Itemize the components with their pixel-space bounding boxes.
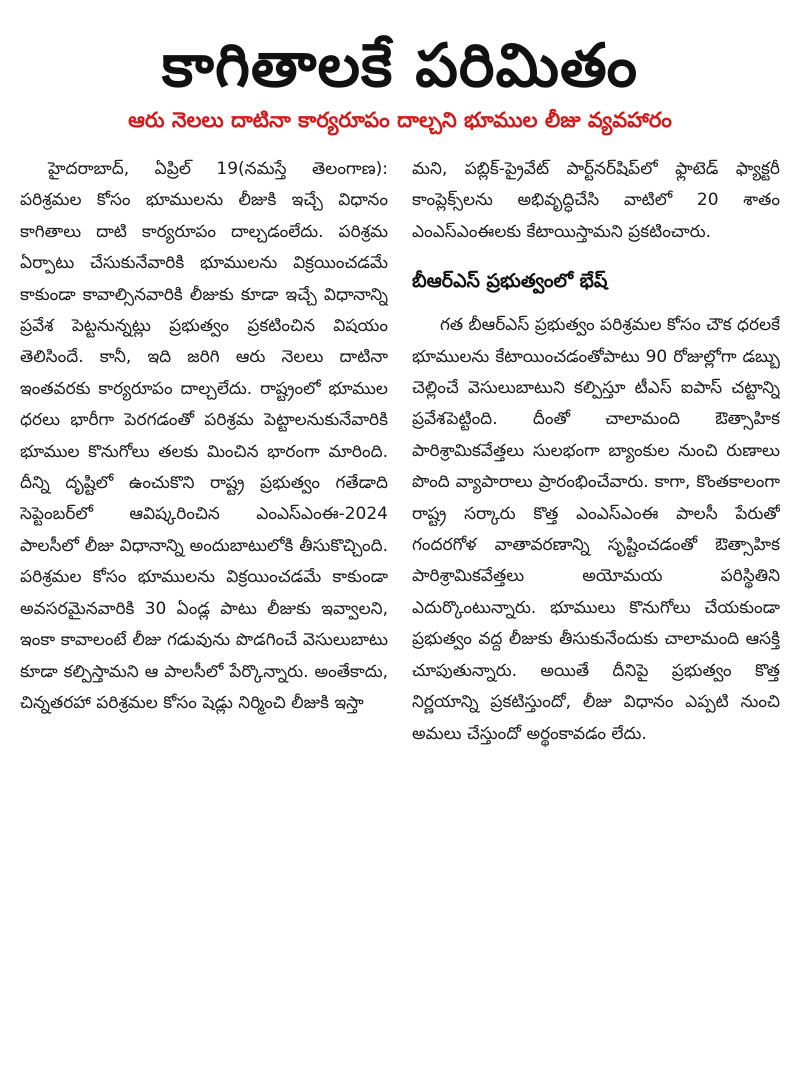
right-column-text-2: గత బీఆర్‌ఎస్‌ ప్రభుత్వం పరిశ్రమల కోసం చౌక ధరలకే భూములను కేటాయించడంతోపాటు 90 రోజుల్లోగా డబ్బు చెల్లించే వెసులుబాటుని కల్పిస్తూ టీఎస్‌ ఐపాస్‌ చట్టాన్ని ప్రవేశపెట్టింది. దీంతో చాలామంది ఔత్సాహిక పారిశ్రామికవేత్తలు సులభంగా బ్యాంకుల నుంచి రుణాలు పొంది వ్యాపారాలు ప్రారంభించేవారు. కాగా, కొంతకాలంగా రాష్ట్ర సర్కారు కొత్త ఎంఎస్‌ఎంఈ పాలసీ పేరుతో గందరగోళ వాతావరణాన్ని సృష్టించడంతో ఔత్సాహిక పారిశ్రామికవేత్తలు అయోమయ పరిస్థితిని ఎదుర్కొంటున్నారు. భూములు కొనుగోలు చేయకుండా ప్రభుత్వం వద్ద లీజుకు తీసుకునేందుకు చాలామంది ఆసక్తి చూపుతున్నారు. అయితే దీనిపై ప్రభుత్వం కొత్త నిర్ణయాన్ని ప్రకటిస్తుందో, లీజు విధానం ఎప్పటి నుంచి అమలు చేస్తుందో అర్థంకావడం లేదు.: [412, 315, 780, 744]
article-body: [20, 154, 780, 1034]
left-column-text: హైదరాబాద్‌, ఏప్రిల్‌ 19(నమస్తే తెలంగాణ): పరిశ్రమల కోసం భూములను లీజుకి ఇచ్చే విధానం కాగితాలు దాటి కార్యరూపం దాల్చడంలేదు. పరిశ్రమ ఏర్పాటు చేసుకునేవారికి భూములను విక్రయించడమే కాకుండా కావాల్సినవారికి లీజుకు కూడా ఇచ్చే విధానాన్ని ప్రవేశ పెట్టనున్నట్లు ప్రభుత్వం ప్రకటించిన విషయం తెలిసిందే. కానీ, ఇది జరిగి ఆరు నెలలు దాటినా ఇంతవరకు కార్యరూపం దాల్చలేదు. రాష్ట్రంలో భూముల ధరలు భారీగా పెరగడంతో పరిశ్రమ పెట్టాలనుకునేవారికి భూముల కొనుగోలు తలకు మించిన భారంగా మారింది. దీన్ని దృష్టిలో ఉంచుకొని రాష్ట్ర ప్రభుత్వం గతేడాది సెప్టెంబర్‌లో ఆవిష్కరించిన ఎంఎస్‌ఎంఈ-2024 పాలసీలో లీజు విధానాన్ని అందుబాటులోకి తీసుకొచ్చింది. పరిశ్రమల కోసం భూములను విక్రయించడమే కాకుండా అవసరమైనవారికి 30 ఏండ్ల పాటు లీజుకు ఇవ్వాలని, ఇంకా కావాలంటే లీజు గడువును పొడగించే వెసులుబాటు కూడా కల్పిస్తామని ఆ పాలసీలో పేర్కొన్నారు. అంతేకాదు, చిన్నతరహా పరిశ్రమల కోసం షెడ్లు నిర్మించి లీజుకి ఇస్తా: [20, 159, 388, 713]
right-column-text-1: మని, పబ్లిక్‌-ప్రైవేట్‌ పార్ట్‌నర్‌షిప్‌లో ఫ్లాటెడ్‌ ఫ్యాక్టరీ కాంప్లెక్స్‌లను అభివృద్ధిచేసి వాటిలో 20 శాతం ఎంఎస్‌ఎంఈలకు కేటాయిస్తామని ప్రకటించారు.: [412, 159, 780, 242]
subheadline: ఆరు నెలలు దాటినా కార్యరూపం దాల్చని భూముల లీజు వ్యవహారం: [128, 108, 672, 132]
newspaper-clipping: [6, 6, 794, 1070]
headline: కాగితాలకే పరిమితం: [161, 31, 639, 101]
subhead: బీఆర్‌ఎస్‌ ప్రభుత్వంలో భేష్‌: [412, 270, 608, 293]
left-column: [20, 154, 388, 1034]
right-column: [412, 154, 780, 1034]
